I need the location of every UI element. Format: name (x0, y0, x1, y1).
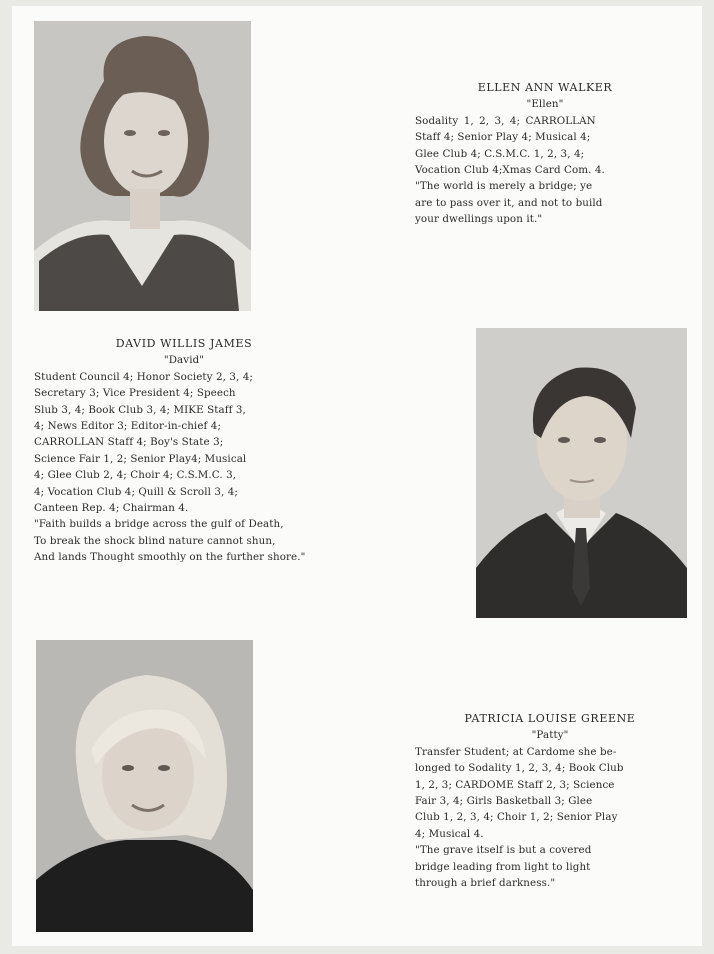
activities-line: Canteen Rep. 4; Chairman 4. (34, 502, 189, 515)
activities-line: Slub 3, 4; Book Club 3, 4; MIKE Staff 3, (34, 403, 246, 416)
activities-line: 4; News Editor 3; Editor-in-chief 4; (34, 420, 222, 433)
student-nickname: "Ellen" (526, 98, 564, 111)
quote-line: To break the shock blind nature cannot shun, (34, 534, 276, 547)
activities-line: 4; Glee Club 2, 4; Choir 4; C.S.M.C. 3, (34, 469, 237, 482)
activities-line: 1, 2, 3; CARDOME Staff 2, 3; Science (415, 778, 615, 791)
activities-line: Staff 4; Senior Play 4; Musical 4; (415, 131, 591, 144)
portrait-photo-ellen (34, 21, 251, 311)
activities-line: Glee Club 4; C.S.M.C. 1, 2, 3, 4; (415, 147, 585, 160)
student-nickname: "Patty" (531, 729, 569, 742)
activities-line: Science Fair 1, 2; Senior Play4; Musical (34, 452, 247, 465)
activities-line: 4; Vocation Club 4; Quill & Scroll 3, 4; (34, 485, 238, 498)
quote-line: your dwellings upon it." (415, 213, 543, 226)
quote-line: "The world is merely a bridge; ye (415, 180, 593, 193)
quote-line: bridge leading from light to light (415, 860, 591, 873)
quote-line: are to pass over it, and not to build (415, 196, 603, 209)
activities-line: CARROLLAN Staff 4; Boy's State 3; (34, 436, 224, 449)
activities-line: Fair 3, 4; Girls Basketball 3; Glee (415, 795, 593, 808)
quote-line: "Faith builds a bridge across the gulf of Death, (34, 518, 284, 531)
activities-line: Student Council 4; Honor Society 2, 3, 4; (34, 370, 253, 383)
student-name: ELLEN ANN WALKER (477, 81, 613, 94)
activities-line: Vocation Club 4;Xmas Card Com. 4. (415, 164, 605, 177)
student-bio-ellen (415, 80, 675, 228)
activities-line: Club 1, 2, 3, 4; Choir 1, 2; Senior Play (415, 811, 618, 824)
student-nickname: "David" (163, 354, 205, 367)
student-bio-david (34, 336, 334, 566)
activities-line: Sodality 1, 2, 3, 4; CARROLLAN (415, 114, 596, 127)
yearbook-page (12, 6, 702, 946)
quote-line: "The grave itself is but a covered (415, 844, 592, 857)
activities-line: Transfer Student; at Cardome she be- (415, 745, 617, 758)
portrait-photo-patricia (36, 640, 253, 932)
activities-line: longed to Sodality 1, 2, 3, 4; Book Club (415, 762, 624, 775)
quote-line: through a brief darkness." (415, 877, 556, 890)
activities-line: 4; Musical 4. (415, 827, 484, 840)
student-name: DAVID WILLIS JAMES (115, 337, 253, 350)
activities-line: Secretary 3; Vice President 4; Speech (34, 387, 236, 400)
portrait-photo-david (476, 328, 687, 618)
quote-line: And lands Thought smoothly on the further shore." (34, 551, 306, 564)
student-bio-patricia (415, 711, 685, 891)
student-name: PATRICIA LOUISE GREENE (464, 712, 636, 725)
